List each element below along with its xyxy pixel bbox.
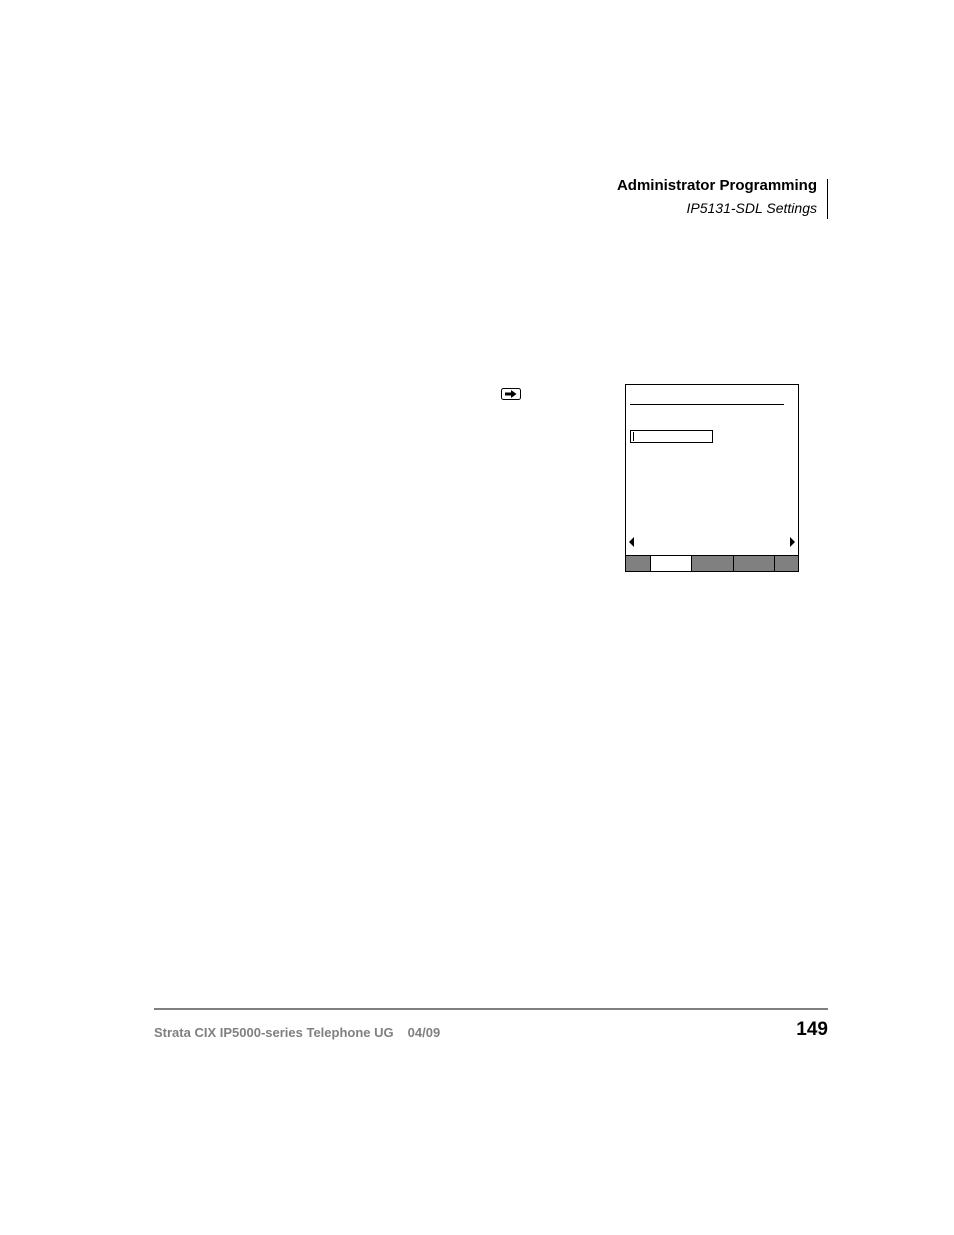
footer-rule — [154, 1008, 828, 1010]
softkey-1[interactable] — [626, 556, 651, 571]
text-cursor — [633, 432, 634, 441]
softkey-5[interactable] — [775, 556, 798, 571]
softkey-bar — [626, 555, 798, 571]
subsection-title: IP5131-SDL Settings — [686, 200, 817, 216]
lcd-title-underline — [630, 404, 784, 405]
document-date: 04/09 — [407, 1025, 441, 1040]
scroll-left-icon — [629, 537, 634, 547]
section-title: Administrator Programming — [616, 177, 817, 194]
lcd-display — [625, 384, 799, 572]
page-header — [617, 176, 817, 218]
page-number: 149 — [796, 1019, 828, 1040]
softkey-3[interactable] — [692, 556, 734, 571]
softkey-2[interactable] — [651, 556, 692, 571]
header-rule — [827, 179, 828, 219]
scroll-right-icon — [790, 537, 795, 547]
softkey-4[interactable] — [734, 556, 775, 571]
document-title: Strata CIX IP5000-series Telephone UG — [154, 1025, 394, 1040]
right-arrow-icon — [501, 388, 521, 400]
lcd-entry-field[interactable] — [630, 430, 713, 443]
footer-info — [154, 1025, 440, 1040]
